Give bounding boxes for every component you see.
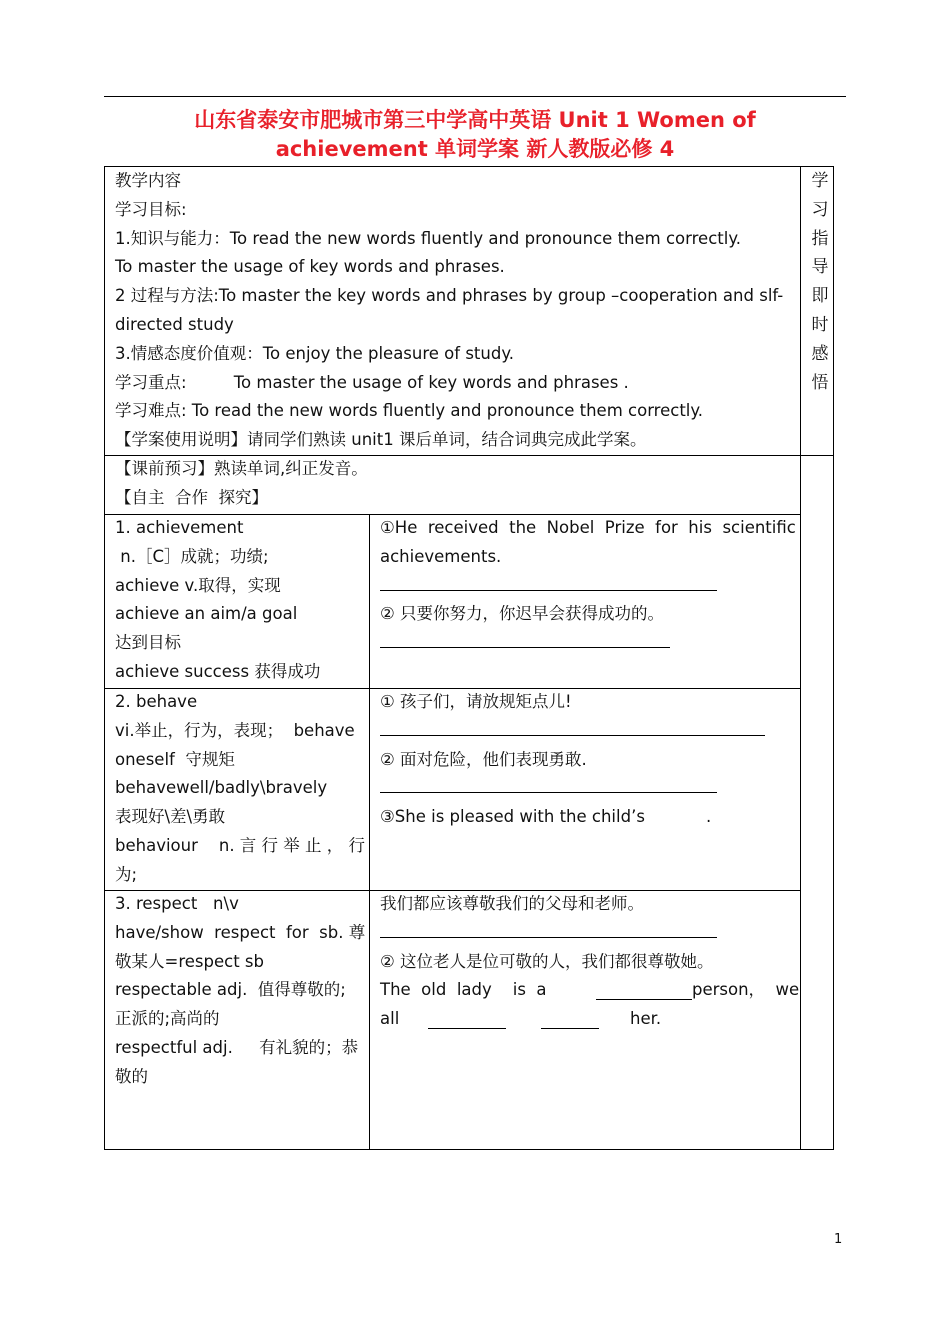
intro-block [115,167,791,455]
side-char: 学 [811,171,829,191]
answer-blank[interactable] [380,572,717,591]
sentence-part: all [380,1009,400,1029]
sentence-end: . [706,807,712,827]
side-char: 即 [811,286,829,307]
objective-3: 3.情感态度价值观：To enjoy the pleasure of study. [115,343,514,363]
sentence-part: person， we [692,980,800,1000]
side-column [808,167,832,397]
word1-left [115,514,361,687]
word-line: 为; [115,864,138,884]
word3-left [115,890,366,1092]
objective-2b: directed study [115,314,234,334]
word3-right [380,890,800,1034]
example-prompt: ① 孩子们，请放规矩点儿! [380,692,572,711]
word-line: n.［C］成就；功绩; [115,546,269,566]
word-line: have/show respect for sb. 尊 [115,922,366,942]
word-line: achieve an aim/a goal [115,604,298,624]
word-line: 2. behave [115,692,198,711]
title-line-2: achievement 单词学案 新人教版必修 4 [275,137,675,161]
example-prompt: ② 这位老人是位可敬的人，我们都很尊敬她。 [380,951,714,971]
word-line: 3. respect n\v [115,894,239,913]
word-line: 敬某人=respect sb [115,951,264,971]
word-line: achieve success 获得成功 [115,661,321,681]
preview-line-2: 【自主 合作 探究】 [115,487,268,507]
example-sentence: achievements. [380,546,502,566]
word-line: oneself 守规矩 [115,749,235,769]
answer-blank[interactable] [541,1010,599,1029]
side-char: 悟 [811,372,829,393]
word-line: behaviour n. 言 行 举 止 ， 行 [115,835,366,855]
sentence-part: her. [630,1009,662,1029]
objective-1b: To master the usage of key words and phrases. [115,257,505,277]
word-line: 敬的 [115,1066,148,1086]
answer-blank[interactable] [380,629,670,648]
example-prompt: ② 只要你努力，你迟早会获得成功的。 [380,604,665,624]
usage-note: 【学案使用说明】请同学们熟读 unit1 课后单词，结合词典完成此学案。 [115,430,647,450]
word-line: 正派的;高尚的 [115,1009,220,1029]
document-title [104,106,846,164]
side-char: 习 [811,199,829,220]
answer-blank[interactable] [380,717,765,736]
word-line: vi.举止，行为，表现； behave [115,720,355,740]
answer-blank[interactable] [596,981,692,1000]
example-prompt: ② 面对危险，他们表现勇敢. [380,749,587,769]
answer-blank[interactable] [380,919,717,938]
word-line: respectful adj. 有礼貌的；恭 [115,1037,359,1057]
word-line: behavewell/badly\bravely [115,778,328,798]
content-label: 教学内容 [115,171,181,190]
preview-line-1: 【课前预习】熟读单词,纠正发音。 [115,459,368,478]
word-line: 1. achievement [115,518,244,537]
example-prompt: 我们都应该尊敬我们的父母和老师。 [380,894,644,913]
word2-right [380,688,791,832]
word2-left [115,688,366,890]
objective-1: 1.知识与能力：To read the new words fluently and pronounce them correctly. [115,228,741,248]
top-rule [104,96,846,97]
objectives-label: 学习目标: [115,199,187,219]
word-line: respectable adj. 值得尊敬的; [115,980,346,1000]
side-char: 感 [811,343,829,364]
side-char: 时 [811,314,829,335]
side-char: 指 [811,228,829,249]
difficult-point: 学习难点: To read the new words fluently and pronounce them correctly. [115,401,704,421]
word1-right [380,514,796,658]
objective-2: 2 过程与方法:To master the key words and phrases by group –cooperation and slf- [115,286,784,306]
page-number: 1 [834,1232,843,1247]
word-line: 达到目标 [115,633,181,653]
title-line-1: 山东省泰安市肥城市第三中学高中英语 Unit 1 Women of [194,108,756,132]
answer-blank[interactable] [428,1010,506,1029]
side-char: 导 [811,257,829,278]
key-point: 学习重点: To master the usage of key words and phrases . [115,372,629,392]
example-sentence: ③She is pleased with the child’s [380,807,645,827]
word-line: 表现好\差\勇敢 [115,807,226,827]
word-line: achieve v.取得，实现 [115,575,281,595]
example-sentence: ①He received the Nobel Prize for his scientific [380,518,796,537]
side-cell-lower [800,455,834,1150]
example-sentence: The old lady is a [380,980,547,1000]
preview-block [115,455,791,513]
answer-blank[interactable] [380,774,717,793]
